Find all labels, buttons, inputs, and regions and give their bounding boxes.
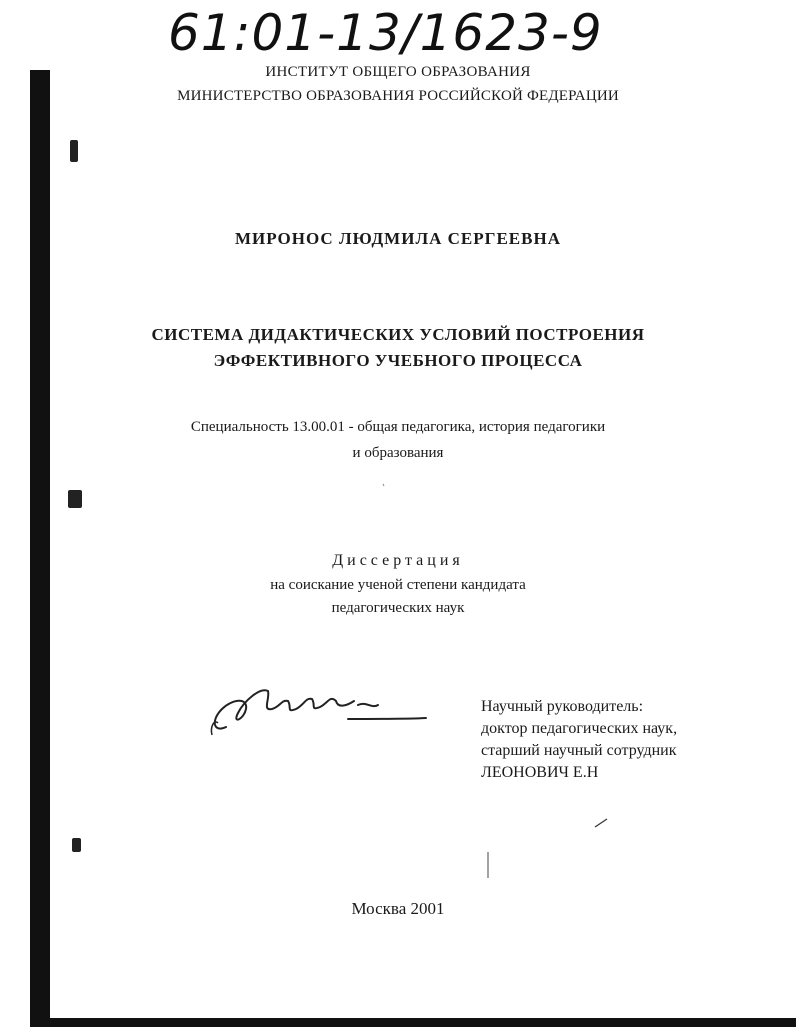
advisor-name: ЛЕОНОВИЧ Е.Н	[481, 764, 599, 781]
advisor-degree: доктор педагогических наук,	[481, 720, 678, 737]
advisor-position: старший научный сотрудник	[481, 742, 677, 759]
scan-speck	[70, 140, 78, 162]
scan-edge-bottom	[30, 1018, 796, 1027]
specialty	[0, 414, 796, 466]
institute-name: ИНСТИТУТ ОБЩЕГО ОБРАЗОВАНИЯ	[265, 64, 531, 80]
thesis-title-line: ЭФФЕКТИВНОГО УЧЕБНОГО ПРОЦЕССА	[213, 351, 583, 370]
specialty-line: Специальность 13.00.01 - общая педагогика, история педагогики	[190, 419, 606, 435]
thesis-title	[0, 322, 796, 374]
handwritten-signature	[208, 675, 428, 745]
degree-field: педагогических наук	[331, 600, 465, 616]
advisor-label: Научный руководитель:	[481, 698, 644, 715]
city-year: Москва 2001	[351, 899, 445, 918]
specialty-line: и образования	[352, 445, 444, 461]
author-name: МИРОНОС ЛЮДМИЛА СЕРГЕЕВНА	[235, 229, 561, 248]
degree-sought: на соискание ученой степени кандидата	[270, 577, 526, 593]
scan-edge-left	[30, 70, 50, 1027]
ministry-name: МИНИСТЕРСТВО ОБРАЗОВАНИЯ РОССИЙСКОЙ ФЕДЕРАЦИИ	[177, 88, 619, 104]
registry-code-handwritten: 61:01-13/1623-9	[168, 4, 603, 62]
scientific-advisor	[481, 696, 677, 784]
thesis-type: Диссертация	[332, 552, 464, 569]
scan-speck	[72, 838, 81, 852]
scan-speck	[68, 490, 82, 508]
thesis-title-line: СИСТЕМА ДИДАКТИЧЕСКИХ УСЛОВИЙ ПОСТРОЕНИЯ	[151, 325, 645, 344]
